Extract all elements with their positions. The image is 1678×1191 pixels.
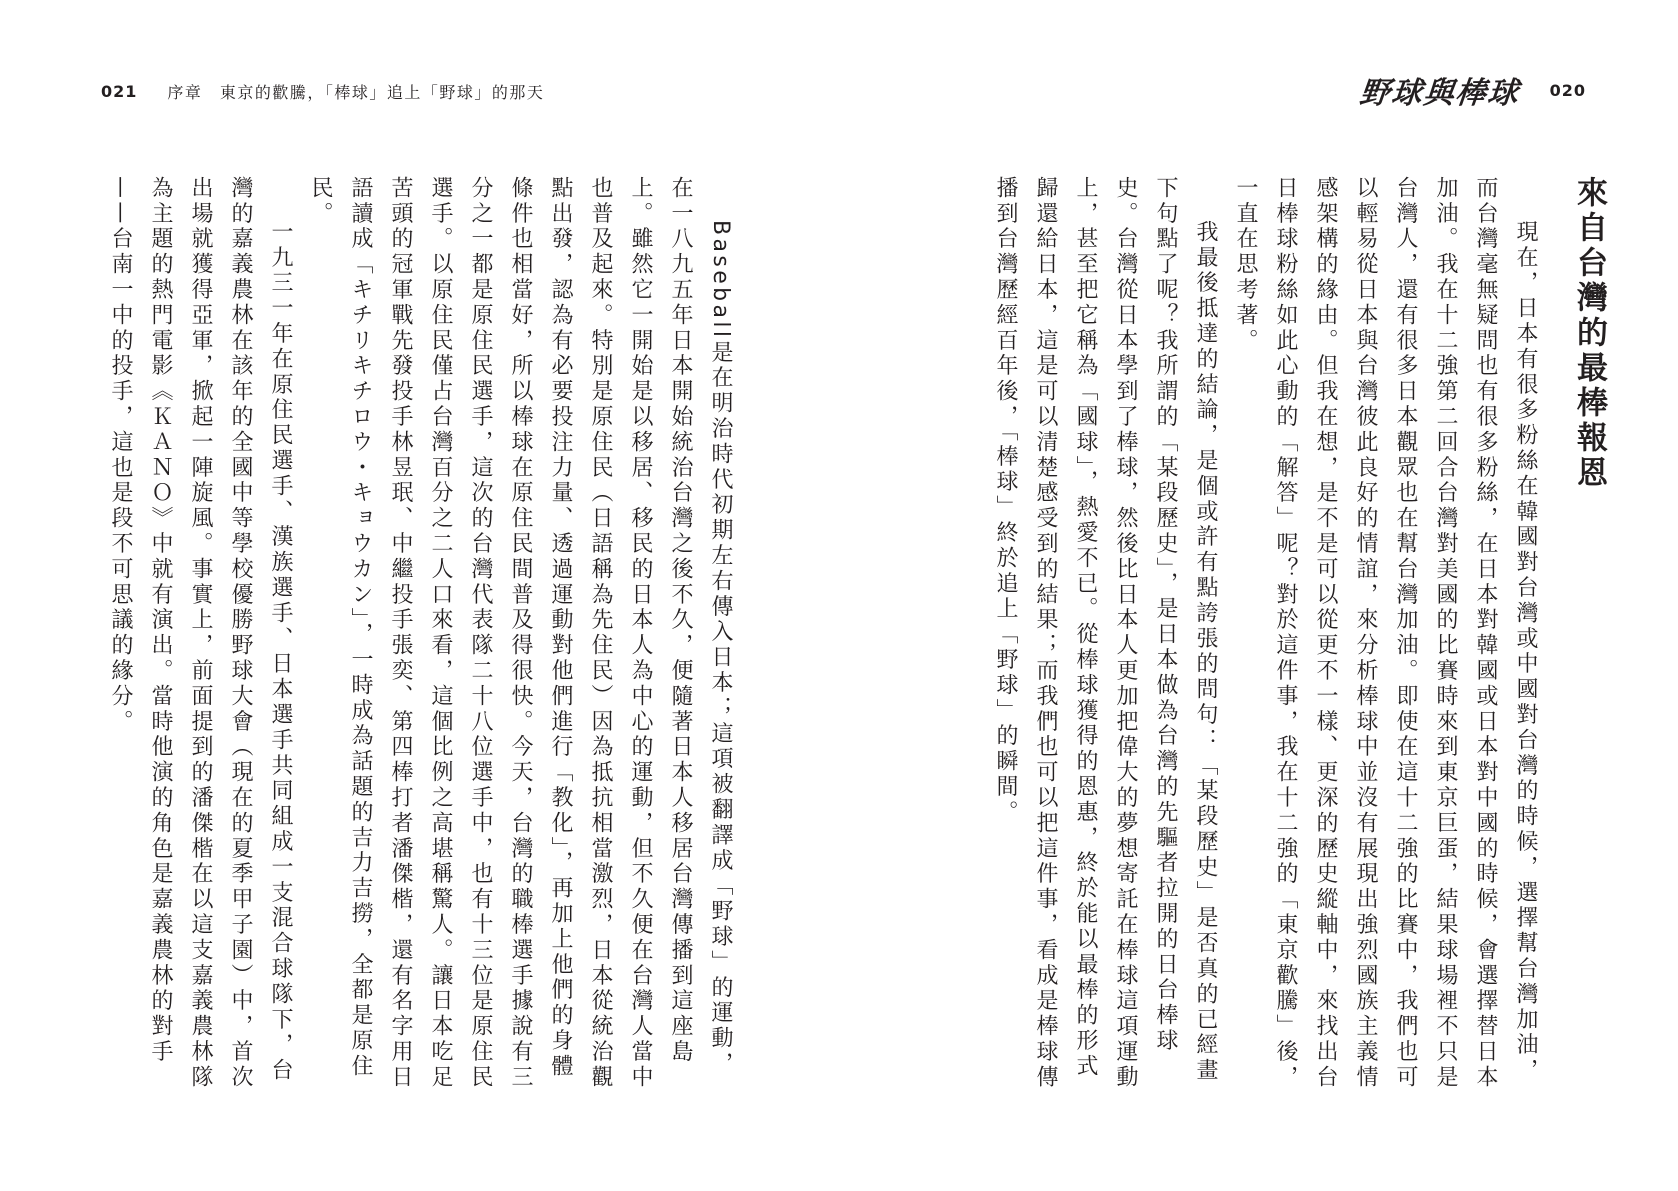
right-paragraph-2: 我最後抵達的結論，是個或許有點誇張的問句：「某段歷史」是否真的已經畫下句點了呢？我所謂的「某段歷史」，是日本做為台灣的先驅者拉開的日台棒球史。台灣從日本學到了棒球，然後比日本人更加把偉大的夢想寄託在棒球這項運動上，甚至把它稱為「國球」，熱愛不已。從棒球獲得的恩惠，終於能以最棒的形式歸還給日本，這是可以清楚感受到的結果；而我們也可以把這件事，看成是棒球傳播到台灣歷經百年後，「棒球」終於追上「野球」的瞬間。 [993, 176, 1218, 1091]
right-page-number: 020 [1549, 80, 1586, 100]
left-page-body [100, 176, 740, 1096]
section-heading: 來自台灣的最棒報恩 [1571, 176, 1607, 491]
left-paragraph-2: 一九三一年在原住民選手、漢族選手、日本選手共同組成一支混合球隊下，台灣的嘉義農林在該年的全國中等學校優勝野球大會（現在的夏季甲子園）中，首次出場就獲得亞軍，掀起一陣旋風。事實上，前面提到的潘傑楷在以這支嘉義農林隊為主題的熱門電影《ＫＡＮＯ》中就有演出。當時他演的角色是嘉義農林的對手——台南一中的投手，這也是段不可思議的緣分。 [108, 176, 293, 1091]
left-page-number: 021 [101, 81, 138, 101]
right-paragraph-1: 現在，日本有很多粉絲在韓國對台灣或中國對台灣的時候，選擇幫台灣加油，而台灣毫無疑問也有很多粉絲，在日本對韓國或日本對中國的時候，會選擇替日本加油。我在十二強第二回合台灣對美國的比賽時來到東京巨蛋，結果球場裡不只是台灣人，還有很多日本觀眾也在幫台灣加油。即使在這十二強的比賽中，我們也可以輕易從日本與台灣彼此良好的情誼，來分析棒球中並沒有展現出強烈國族主義情感架構的緣由。但我在想，是不是可以從更不一樣、更深的歷史縱軸中，來找出台日棒球粉絲如此心動的「解答」呢？對於這件事，我在十二強的「東京歡騰」後，一直在思考著。 [1233, 176, 1538, 1091]
right-page-header [1357, 70, 1586, 111]
left-paragraph-1: Baseball是在明治時代初期左右傳入日本；這項被翻譯成「野球」的運動，在一八九五年日本開始統治台灣之後不久，便隨著日本人移居台灣傳播到這座島上。雖然它一開始是以移居、移民的日本人為中心的運動，但不久便在台灣人當中也普及起來。特別是原住民（日語稱為先住民）因為抵抗相當激烈，日本從統治觀點出發，認為有必要投注力量、透過運動對他們進行「教化」，再加上他們的身體條件也相當好，所以棒球在原住民間普及得很快。今天，台灣的職棒選手據說有三分之一都是原住民選手，這次的台灣代表隊二十八位選手中，也有十三位是原住民選手。以原住民僅占台灣百分之二人口來看，這個比例之高堪稱驚人。讓日本吃足苦頭的冠軍戰先發投手林昱珉、中繼投手張奕、第四棒打者潘傑楷，還有名字用日語讀成「キチリキチロウ・キョウカン」，一時成為話題的吉力吉撈，全都是原住民。 [308, 176, 733, 1091]
book-logo: 野球與棒球 [1357, 76, 1522, 111]
right-page-body [985, 176, 1619, 1096]
left-page-header [101, 78, 544, 104]
chapter-title: 序章 東京的歡騰，「棒球」追上「野球」的那天 [167, 82, 545, 102]
